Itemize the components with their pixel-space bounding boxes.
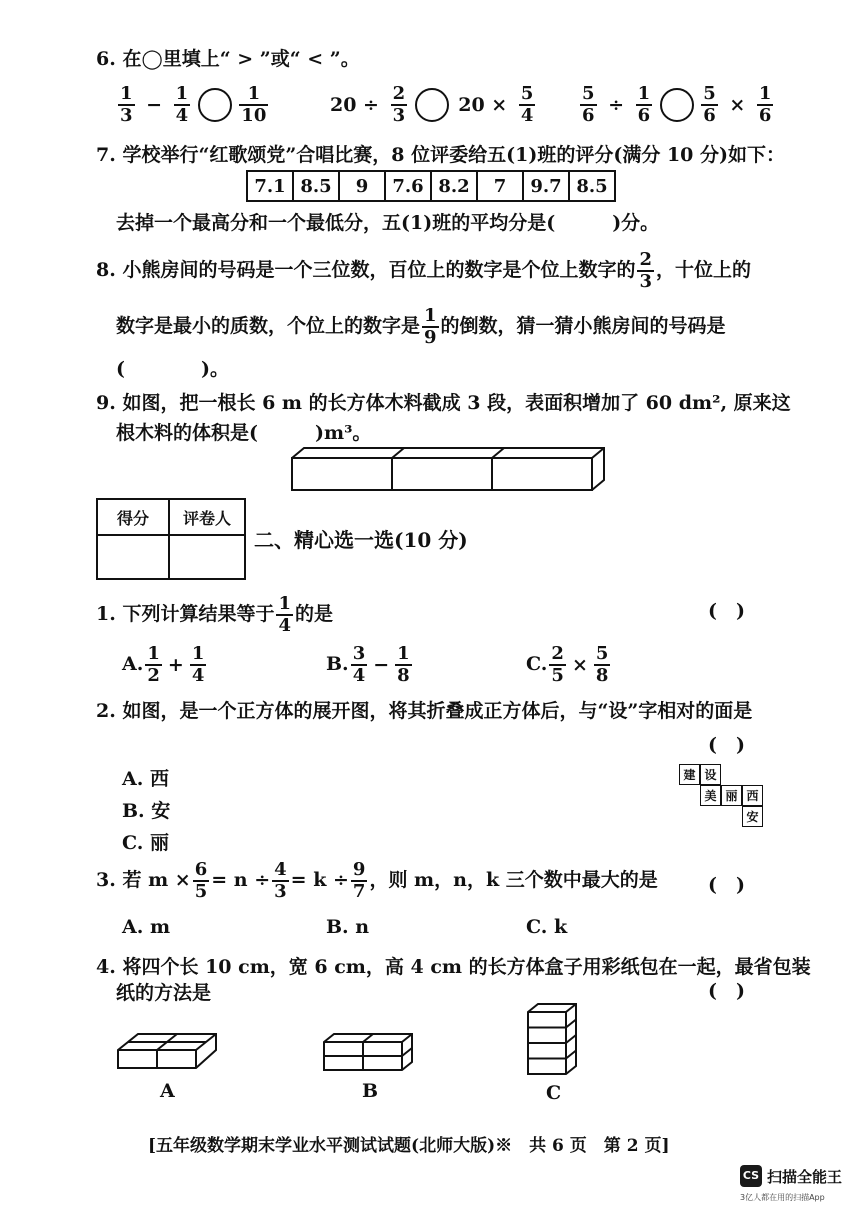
net-face: 设 (700, 764, 721, 785)
grader-table (96, 498, 246, 580)
score-cell: 9 (339, 171, 385, 201)
mc1-option-a[interactable]: A. $\frac{1}{2}$ + $\frac{1}{4}$ (122, 643, 205, 686)
net-face: 西 (742, 785, 763, 806)
fraction: $\frac{1}{3}$ (120, 83, 133, 126)
label-c: C (546, 1082, 562, 1104)
mc2-option-c[interactable]: C. 丽 (122, 832, 170, 854)
fraction: $\frac{1}{10}$ (241, 83, 267, 126)
mc2-option-b[interactable]: B. 安 (122, 800, 171, 822)
label-a: A (160, 1080, 175, 1102)
mc3-option-c[interactable]: C. k (526, 916, 568, 938)
score-cell: 8.5 (293, 171, 339, 201)
box-arrangement-c (526, 1002, 578, 1078)
fraction: $\frac{1}{9}$ (424, 305, 437, 348)
q9-line-2: 根木料的体积是( )m³。 (116, 422, 372, 444)
fraction: $\frac{1}{4}$ (175, 83, 189, 126)
mc2-option-a[interactable]: A. 西 (122, 768, 169, 790)
label-b: B (362, 1080, 379, 1102)
box-arrangement-a (116, 1030, 220, 1074)
fraction: $\frac{5}{6}$ (582, 83, 595, 126)
q6-item-2: 20 ÷ $\frac{2}{3}$ 20 × $\frac{5}{4}$ (330, 83, 534, 126)
mc2-answer-paren[interactable]: ( ) (708, 734, 745, 756)
score-cell: 7.1 (247, 171, 293, 201)
score-cell: 8.2 (431, 171, 477, 201)
q8-answer-blank[interactable]: ( )。 (116, 358, 229, 380)
fraction: $\frac{5}{6}$ (703, 83, 716, 126)
timber-diagram (290, 446, 610, 494)
q7-answer-line: 去掉一个最高分和一个最低分，五(1)班的平均分是( )分。 (116, 212, 660, 234)
score-cell: 9.7 (523, 171, 569, 201)
scanner-name: 扫描全能王 (767, 1168, 843, 1186)
compare-circle[interactable] (660, 88, 694, 122)
fraction: $\frac{1}{6}$ (637, 83, 651, 126)
q6-item-3: $\frac{5}{6}$ ÷ $\frac{1}{6}$ $\frac{5}{6}$ × $\frac{1}{6}$ (582, 83, 772, 126)
net-face: 建 (679, 764, 700, 785)
net-face: 丽 (721, 785, 742, 806)
score-table (246, 170, 616, 202)
score-cell: 8.5 (569, 171, 615, 201)
mc3-option-b[interactable]: B. n (326, 916, 370, 938)
fraction: $\frac{2}{3}$ (392, 83, 406, 126)
mc1-answer-paren[interactable]: ( ) (708, 600, 745, 622)
mc3-option-a[interactable]: A. m (122, 916, 171, 938)
compare-circle[interactable] (198, 88, 232, 122)
mc4-line-2: 纸的方法是 (116, 982, 212, 1004)
mc3-stem: 3. 若 m × $\frac{6}{5}$ = n ÷ $\frac{4}{3}$ = k ÷ $\frac{9}{7}$ ，则 m，n，k 三个数中最大的是 (96, 859, 658, 902)
page-footer: [五年级数学期末学业水平测试试题(北师大版)※ 共 6 页 第 2 页] (148, 1136, 670, 1156)
score-box[interactable] (97, 535, 169, 579)
q6-stem: 6. 在◯里填上“ > ”或“ < ”。 (96, 48, 360, 70)
q8-line-1: 8. 小熊房间的号码是一个三位数，百位上的数字是个位上数字的 $\frac{2}{3}$ ，十位上的 (96, 249, 751, 292)
box-arrangement-b (322, 1030, 416, 1074)
grader-header: 评卷人 (169, 499, 245, 535)
mc2-stem: 2. 如图，是一个正方体的展开图，将其折叠成正方体后，与“设”字相对的面是 (96, 700, 753, 722)
q9-line-1: 9. 如图，把一根长 6 m 的长方体木料截成 3 段，表面积增加了 60 dm², 原来这 (96, 392, 791, 414)
mc4-line-1: 4. 将四个长 10 cm，宽 6 cm，高 4 cm 的长方体盒子用彩纸包在一起，最省包装 (96, 956, 811, 978)
camscanner-logo-icon: CS (740, 1165, 762, 1187)
mc1-option-c[interactable]: C. $\frac{2}{5}$ × $\frac{5}{8}$ (526, 643, 609, 686)
mc1-stem: 1. 下列计算结果等于 $\frac{1}{4}$ 的是 (96, 593, 333, 636)
q6-item-1: $\frac{1}{3}$ − $\frac{1}{4}$ $\frac{1}{10}$ (120, 83, 267, 126)
section-2-title: 二、精心选一选(10 分) (254, 528, 468, 552)
net-face: 美 (700, 785, 721, 806)
q7-stem: 7. 学校举行“红歌颂党”合唱比赛，8 位评委给五(1)班的评分(满分 10 分)如下： (96, 144, 785, 166)
score-header: 得分 (97, 499, 169, 535)
compare-circle[interactable] (415, 88, 449, 122)
score-cell: 7 (477, 171, 523, 201)
mc1-option-b[interactable]: B. $\frac{3}{4}$ − $\frac{1}{8}$ (326, 643, 410, 686)
grader-box[interactable] (169, 535, 245, 579)
mc4-answer-paren[interactable]: ( ) (708, 980, 745, 1002)
score-cell: 7.6 (385, 171, 431, 201)
net-face: 安 (742, 806, 763, 827)
fraction: $\frac{2}{3}$ (639, 249, 652, 292)
fraction: $\frac{1}{6}$ (758, 83, 772, 126)
fraction: $\frac{5}{4}$ (520, 83, 534, 126)
fraction: $\frac{1}{4}$ (278, 593, 291, 636)
mc3-answer-paren[interactable]: ( ) (708, 874, 745, 896)
scanner-tagline: 3亿人都在用的扫描App (740, 1193, 825, 1202)
q8-line-2: 数字是最小的质数，个位上的数字是 $\frac{1}{9}$ 的倒数，猜一猜小熊房间的号码是 (116, 305, 726, 348)
